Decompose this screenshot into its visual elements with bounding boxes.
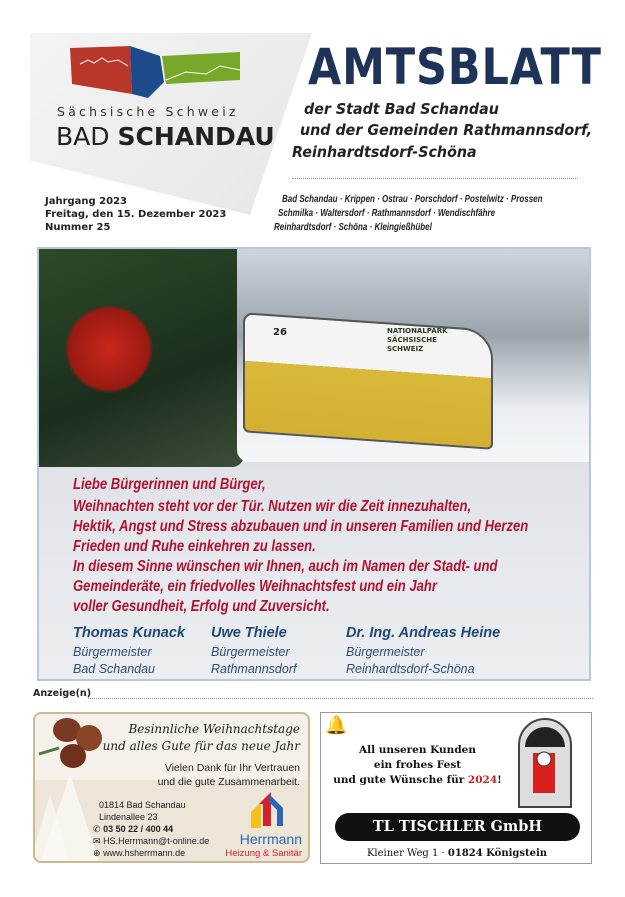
logo-town-bold: SCHANDAU — [117, 122, 275, 151]
bell-icon: 🔔 — [325, 715, 348, 736]
ad-tischler-greeting — [325, 743, 510, 788]
ad-street: Lindenallee 23 — [99, 812, 158, 822]
ad-company: TL TISCHLER GmbH — [335, 813, 580, 841]
logo-town — [56, 122, 275, 151]
town-logo-mark — [68, 44, 240, 100]
places-line: Bad Schandau · Krippen · Ostrau · Porschdorf · Postelwitz · Prossen — [282, 194, 543, 205]
greeting-line: In diesem Sinne wünschen wir Ihnen, auch im Namen der Stadt- und — [73, 558, 498, 575]
ad-brand: Herrmann — [239, 831, 302, 847]
signature-name: Dr. Ing. Andreas Heine — [346, 625, 501, 641]
ad-line: und gute Wünsche für — [333, 774, 465, 786]
tram-number: 26 — [273, 327, 287, 338]
divider — [88, 698, 593, 699]
ad-thanks-line: und die gute Zusammenarbeit. — [157, 776, 300, 788]
signature-name: Thomas Kunack — [73, 625, 185, 641]
subtitle-line: und der Gemeinden Rathmannsdorf, — [300, 121, 593, 139]
herrmann-house-logo — [247, 790, 287, 830]
ad-address-street: Kleiner Weg 1 · — [366, 848, 448, 859]
places-line: Schmilka · Waltersdorf · Rathmannsdorf · Wendischfähre — [278, 208, 496, 219]
ad-brand-sub: Heizung & Sanitär — [225, 848, 302, 859]
ad-headline: und alles Gute für das neue Jahr — [102, 739, 300, 753]
christmas-ornament-photo — [39, 249, 244, 467]
ad-tischler — [320, 712, 592, 864]
greeting-line: voller Gesundheit, Erfolg und Zuversicht. — [73, 598, 330, 615]
ad-herrmann — [33, 712, 310, 863]
signature — [346, 625, 500, 678]
christmas-greeting-box — [37, 247, 591, 681]
places-line: Reinhardtsdorf · Schöna · Kleingießhübel — [274, 222, 432, 233]
subtitle-line: Reinhardtsdorf-Schöna — [292, 143, 477, 161]
tram-photo — [237, 249, 591, 462]
phone-icon: ✆ — [93, 824, 101, 834]
greeting-line: Gemeinderäte, ein friedvolles Weihnachtsfest und ein Jahr — [73, 578, 437, 595]
ad-address — [321, 847, 593, 860]
tram-brand: NATIONALPARK SÄCHSISCHE SCHWEIZ — [387, 327, 448, 353]
mail-icon: ✉ — [93, 836, 101, 846]
signature — [73, 625, 185, 678]
ad-line: ein frohes Fest — [373, 759, 462, 771]
ads-label: Anzeige(n) — [33, 688, 92, 699]
ad-thanks — [158, 761, 300, 789]
ad-year: 2024 — [467, 774, 498, 786]
ad-headline: Besinnliche Weihnachtstage — [128, 722, 300, 736]
issue-date: Freitag, den 15. Dezember 2023 — [45, 209, 227, 220]
logo-region: Sächsische Schweiz — [57, 104, 239, 119]
signature-role: Bürgermeister — [73, 645, 152, 659]
subtitle-line: der Stadt Bad Schandau — [304, 100, 499, 118]
greeting-text — [73, 475, 528, 617]
santa-window-icon — [517, 717, 573, 809]
divider — [292, 178, 578, 179]
ad-address-city: 01824 Königstein — [447, 848, 548, 859]
greeting-salutation: Liebe Bürgerinnen und Bürger, — [73, 476, 266, 493]
publication-title: AMTSBLATT — [308, 38, 602, 96]
ad-city: 01814 Bad Schandau — [99, 800, 186, 810]
ad-contact — [93, 799, 209, 859]
ad-phone: 03 50 22 / 400 44 — [103, 824, 174, 834]
signature-place: Reinhardtsdorf-Schöna — [346, 662, 475, 676]
greeting-line: Hektik, Angst und Stress abzubauen und in unseren Familien und Herzen — [73, 518, 529, 535]
greeting-line: Frieden und Ruhe einkehren zu lassen. — [73, 538, 316, 555]
issue-number: Nummer 25 — [45, 222, 111, 233]
greeting-line: Weihnachten steht vor der Tür. Nutzen wir die Zeit innezuhalten, — [73, 498, 472, 515]
signature-role: Bürgermeister — [346, 645, 425, 659]
ad-year-suffix: ! — [497, 774, 502, 786]
logo-town-light: BAD — [56, 122, 110, 151]
signature-role: Bürgermeister — [211, 645, 290, 659]
ad-line: All unseren Kunden — [359, 744, 476, 756]
signature-name: Uwe Thiele — [211, 625, 287, 641]
ad-email[interactable]: HS.Herrmann@t-online.de — [103, 836, 210, 846]
ad-thanks-line: Vielen Dank für Ihr Vertrauen — [164, 762, 300, 774]
ad-website[interactable]: www.hsherrmann.de — [103, 848, 186, 858]
issue-year: Jahrgang 2023 — [45, 196, 128, 207]
signature-place: Bad Schandau — [73, 662, 156, 676]
signature — [211, 625, 296, 678]
signature-place: Rathmannsdorf — [211, 662, 297, 676]
globe-icon: ⊕ — [93, 848, 101, 858]
